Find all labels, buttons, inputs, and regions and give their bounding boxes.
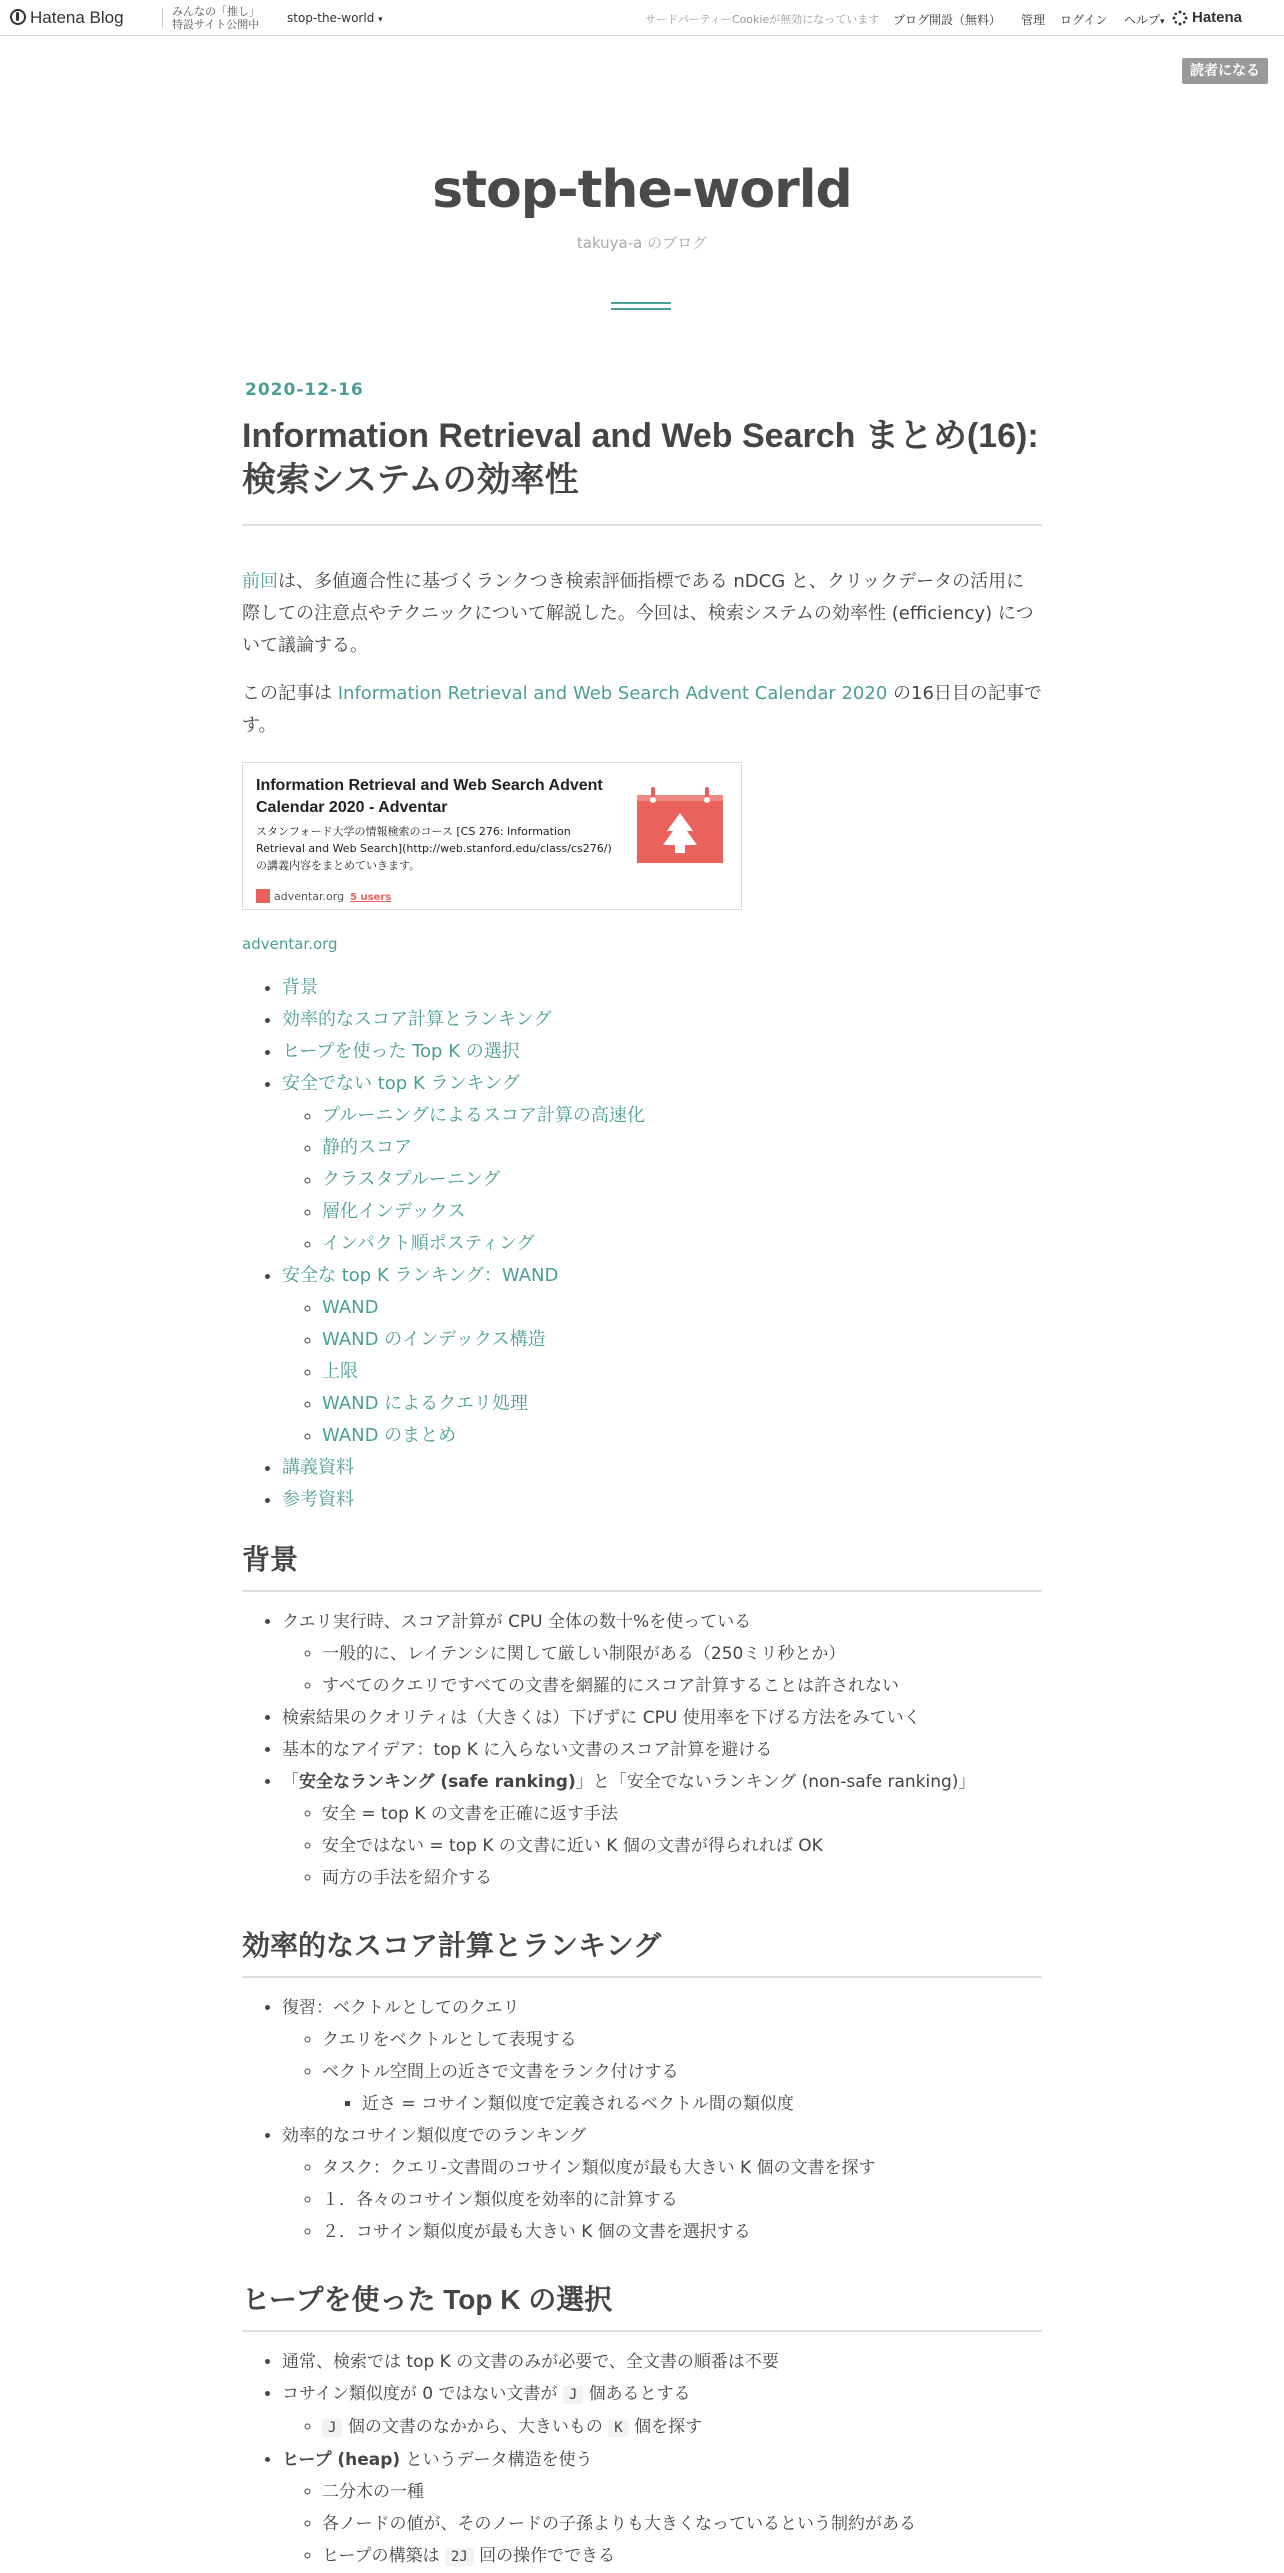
logo-text: Hatena Blog	[30, 8, 124, 27]
toc-subitem	[322, 1100, 1042, 1132]
entry-date[interactable]: 2020-12-16	[245, 380, 364, 400]
caret-down-icon: ▾	[378, 15, 383, 25]
toc-link[interactable]: 層化インデックス	[322, 1201, 466, 1222]
list-text: というデータ構造を使う	[400, 2450, 593, 2470]
help-menu[interactable]	[1124, 11, 1165, 28]
list-item	[322, 2540, 1042, 2573]
toc-subitem	[322, 1356, 1042, 1388]
calendar-tree-icon	[637, 787, 723, 863]
list-item: ◦ 両方の手法を紹介する	[322, 1862, 1042, 1894]
previous-post-link[interactable]: 前回	[242, 571, 278, 592]
list-text: 」と「安全でないランキング (non-safe ranking)」	[575, 1772, 976, 1792]
article	[242, 380, 1042, 2573]
advent-calendar-link[interactable]: Information Retrieval and Web Search Advent Calendar 2020	[337, 683, 888, 704]
list-item	[322, 2411, 1042, 2444]
toc-link[interactable]: クラスタプルーニング	[322, 1169, 501, 1190]
list-item: ◦ タスク：クエリ-文書間のコサイン類似度が最も大きい K 個の文書を探す	[322, 2152, 1042, 2184]
toc-item	[282, 972, 1042, 1004]
blog-title[interactable]: stop-the-world	[432, 160, 852, 220]
list-item: ◦ １．各々のコサイン類似度を効率的に計算する	[322, 2184, 1042, 2216]
list-item	[282, 1766, 1042, 1894]
toc-item	[282, 1452, 1042, 1484]
entry-title[interactable]: Information Retrieval and Web Search まとめ(16): 検索システムの効率性	[242, 414, 1042, 526]
toc-link[interactable]: 安全でない top K ランキング	[282, 1073, 520, 1094]
toc-link[interactable]: WAND	[322, 1297, 379, 1318]
embed-title[interactable]: Information Retrieval and Web Search Advent Calendar 2020 - Adventar	[256, 777, 603, 816]
toc-link[interactable]: WAND のインデックス構造	[322, 1329, 546, 1350]
toc-subitem	[322, 1420, 1042, 1452]
table-of-contents	[242, 972, 1042, 1516]
list-text: クエリ実行時、スコア計算が CPU 全体の数十%を使っている	[282, 1612, 752, 1632]
hatena-blog-mark-icon	[10, 9, 26, 25]
toc-link[interactable]: 静的スコア	[322, 1137, 412, 1158]
embed-site-name: adventar.org	[274, 890, 345, 903]
toc-link[interactable]: 背景	[282, 977, 318, 998]
list-text: 個の文書のなかから、大きいもの	[342, 2417, 609, 2437]
intro-paragraph	[242, 566, 1042, 662]
list-text: 個を探す	[628, 2417, 703, 2437]
toc-link[interactable]: インパクト順ポスティング	[322, 1233, 535, 1254]
login-link[interactable]: ログイン	[1060, 13, 1108, 27]
list-text: 個あるとする	[583, 2384, 691, 2404]
toc-link[interactable]: 参考資料	[282, 1489, 354, 1510]
toc-link[interactable]: WAND のまとめ	[322, 1425, 457, 1446]
toc-item	[282, 1260, 1042, 1452]
list-item	[282, 1992, 1042, 2120]
embed-site	[256, 881, 391, 914]
promo-link[interactable]	[172, 5, 260, 31]
list-item: ◦ クエリをベクトルとして表現する	[322, 2024, 1042, 2056]
header-rule-bottom	[611, 308, 671, 310]
toc-subitem	[322, 1388, 1042, 1420]
list-bold-text: ヒープ (heap)	[282, 2450, 401, 2470]
toc-subitem	[322, 1324, 1042, 1356]
embed-users[interactable]: 5 users	[350, 892, 392, 903]
header-rule-top	[611, 302, 671, 304]
calendar-paragraph	[242, 678, 1042, 742]
caret-down-icon: ▾	[1160, 17, 1165, 27]
toc-item	[282, 1068, 1042, 1260]
toc-subitem	[322, 1292, 1042, 1324]
section-heading-efficient-scoring: 効率的なスコア計算とランキング	[242, 1928, 1042, 1978]
hatena-dots-icon	[1172, 10, 1188, 26]
list-item: ◦ 安全ではない = top K の文書に近い K 個の文書が得られれば OK	[322, 1830, 1042, 1862]
toc-item	[282, 1484, 1042, 1516]
list-item	[282, 2120, 1042, 2248]
header-divider	[162, 8, 163, 28]
list-item: ▪ 近さ = コサイン類似度で定義されるベクトル間の類似度	[362, 2088, 1042, 2120]
list-item: • 検索結果のクオリティは（大きくは）下げずに CPU 使用率を下げる方法をみていく	[282, 1702, 1042, 1734]
blog-selector-label: stop-the-world	[287, 11, 375, 25]
toc-link[interactable]: 講義資料	[282, 1457, 354, 1478]
list-item: ◦ 安全 = top K の文書を正確に返す手法	[322, 1798, 1042, 1830]
list-item	[322, 2056, 1042, 2120]
section-heading-background: 背景	[242, 1542, 1042, 1592]
list-item: ◦ 各ノードの値が、そのノードの子孫よりも大きくなっているという制約がある	[322, 2508, 1042, 2540]
toc-item	[282, 1036, 1042, 1068]
list-text: 回の操作でできる	[473, 2546, 616, 2566]
efficient-list	[242, 1992, 1042, 2248]
toc-subitem	[322, 1228, 1042, 1260]
hatena-link[interactable]: Hatena	[1192, 9, 1243, 26]
list-item: ◦ すべてのクエリですべての文書を網羅的にスコア計算することは許されない	[322, 1670, 1042, 1702]
background-list	[242, 1606, 1042, 1894]
list-text: コサイン類似度が 0 ではない文書が	[282, 2384, 563, 2404]
inline-code: J	[563, 2386, 583, 2404]
list-item: ◦ 二分木の一種	[322, 2476, 1042, 2508]
calendar-post: の16日目の記事です。	[242, 683, 1042, 736]
promo-line2: 特設サイト公開中	[172, 18, 260, 31]
toc-link[interactable]: 効率的なスコア計算とランキング	[282, 1009, 552, 1030]
inline-code: K	[608, 2419, 628, 2437]
toc-item	[282, 1004, 1042, 1036]
section-heading-heap: ヒープを使った Top K の選択	[242, 2282, 1042, 2332]
toc-link[interactable]: WAND によるクエリ処理	[322, 1393, 528, 1414]
list-text: ベクトル空間上の近さで文書をランク付けする	[322, 2062, 679, 2082]
toc-subitem	[322, 1164, 1042, 1196]
toc-link[interactable]: 上限	[322, 1361, 358, 1382]
inline-code: J	[322, 2419, 342, 2437]
toc-subitem	[322, 1132, 1042, 1164]
toc-link[interactable]: プルーニングによるスコア計算の高速化	[322, 1105, 645, 1126]
list-item: ◦ 一般的に、レイテンシに関して厳しい制限がある（250ミリ秒とか）	[322, 1638, 1042, 1670]
cookie-notice: サードパーティーCookieが無効になっています	[645, 13, 880, 26]
global-header	[0, 0, 1284, 36]
promo-line1: みんなの「推し」	[172, 5, 260, 18]
blog-selector[interactable]	[287, 11, 383, 25]
heap-list	[242, 2346, 1042, 2573]
embed-card[interactable]	[242, 762, 742, 910]
list-item: • 通常、検索では top K の文書のみが必要で、全文書の順番は不要	[282, 2346, 1042, 2378]
inline-code: 2J	[445, 2548, 474, 2566]
list-text: 「	[282, 1772, 299, 1792]
list-item	[282, 2378, 1042, 2444]
open-blog-link[interactable]: ブログ開設（無料）	[893, 13, 1002, 27]
list-item: ◦ ２．コサイン類似度が最も大きい K 個の文書を選択する	[322, 2216, 1042, 2248]
list-text: ヒープの構築は	[322, 2546, 445, 2566]
intro-text: は、多値適合性に基づくランクつき検索評価指標である nDCG と、クリックデータの活用に際しての注意点やテクニックについて解説した。今回は、検索システムの効率性 (efficiency) について議論する。	[242, 571, 1034, 656]
list-bold-text: 安全なランキング (safe ranking)	[299, 1772, 576, 1792]
hatena-blog-logo[interactable]	[10, 8, 124, 28]
help-label: ヘルプ	[1124, 13, 1161, 27]
blog-description: takuya-a のブログ	[576, 234, 708, 252]
subscribe-button[interactable]: 読者になる	[1182, 58, 1268, 84]
list-item	[282, 1606, 1042, 1702]
entry-body	[242, 566, 1042, 2573]
toc-link[interactable]: ヒープを使った Top K の選択	[282, 1041, 520, 1062]
list-item	[282, 2444, 1042, 2573]
toc-link[interactable]: 安全な top K ランキング：WAND	[282, 1265, 559, 1286]
list-text: 効率的なコサイン類似度でのランキング	[282, 2126, 587, 2146]
list-item: • 基本的なアイデア：top K に入らない文書のスコア計算を避ける	[282, 1734, 1042, 1766]
toc-subitem	[322, 1196, 1042, 1228]
embed-description: スタンフォード大学の情報検索のコース [CS 276: Information Retrieval and Web Search](http://web.stanford.edu/class/cs276/) の講義内容をまとめていきます。	[256, 825, 612, 872]
list-text: 復習：ベクトルとしてのクエリ	[282, 1998, 520, 2018]
calendar-pre: この記事は	[242, 683, 338, 704]
admin-link[interactable]: 管理	[1021, 13, 1046, 27]
adventar-link[interactable]: adventar.org	[242, 935, 338, 953]
adventar-favicon-icon	[256, 889, 270, 903]
